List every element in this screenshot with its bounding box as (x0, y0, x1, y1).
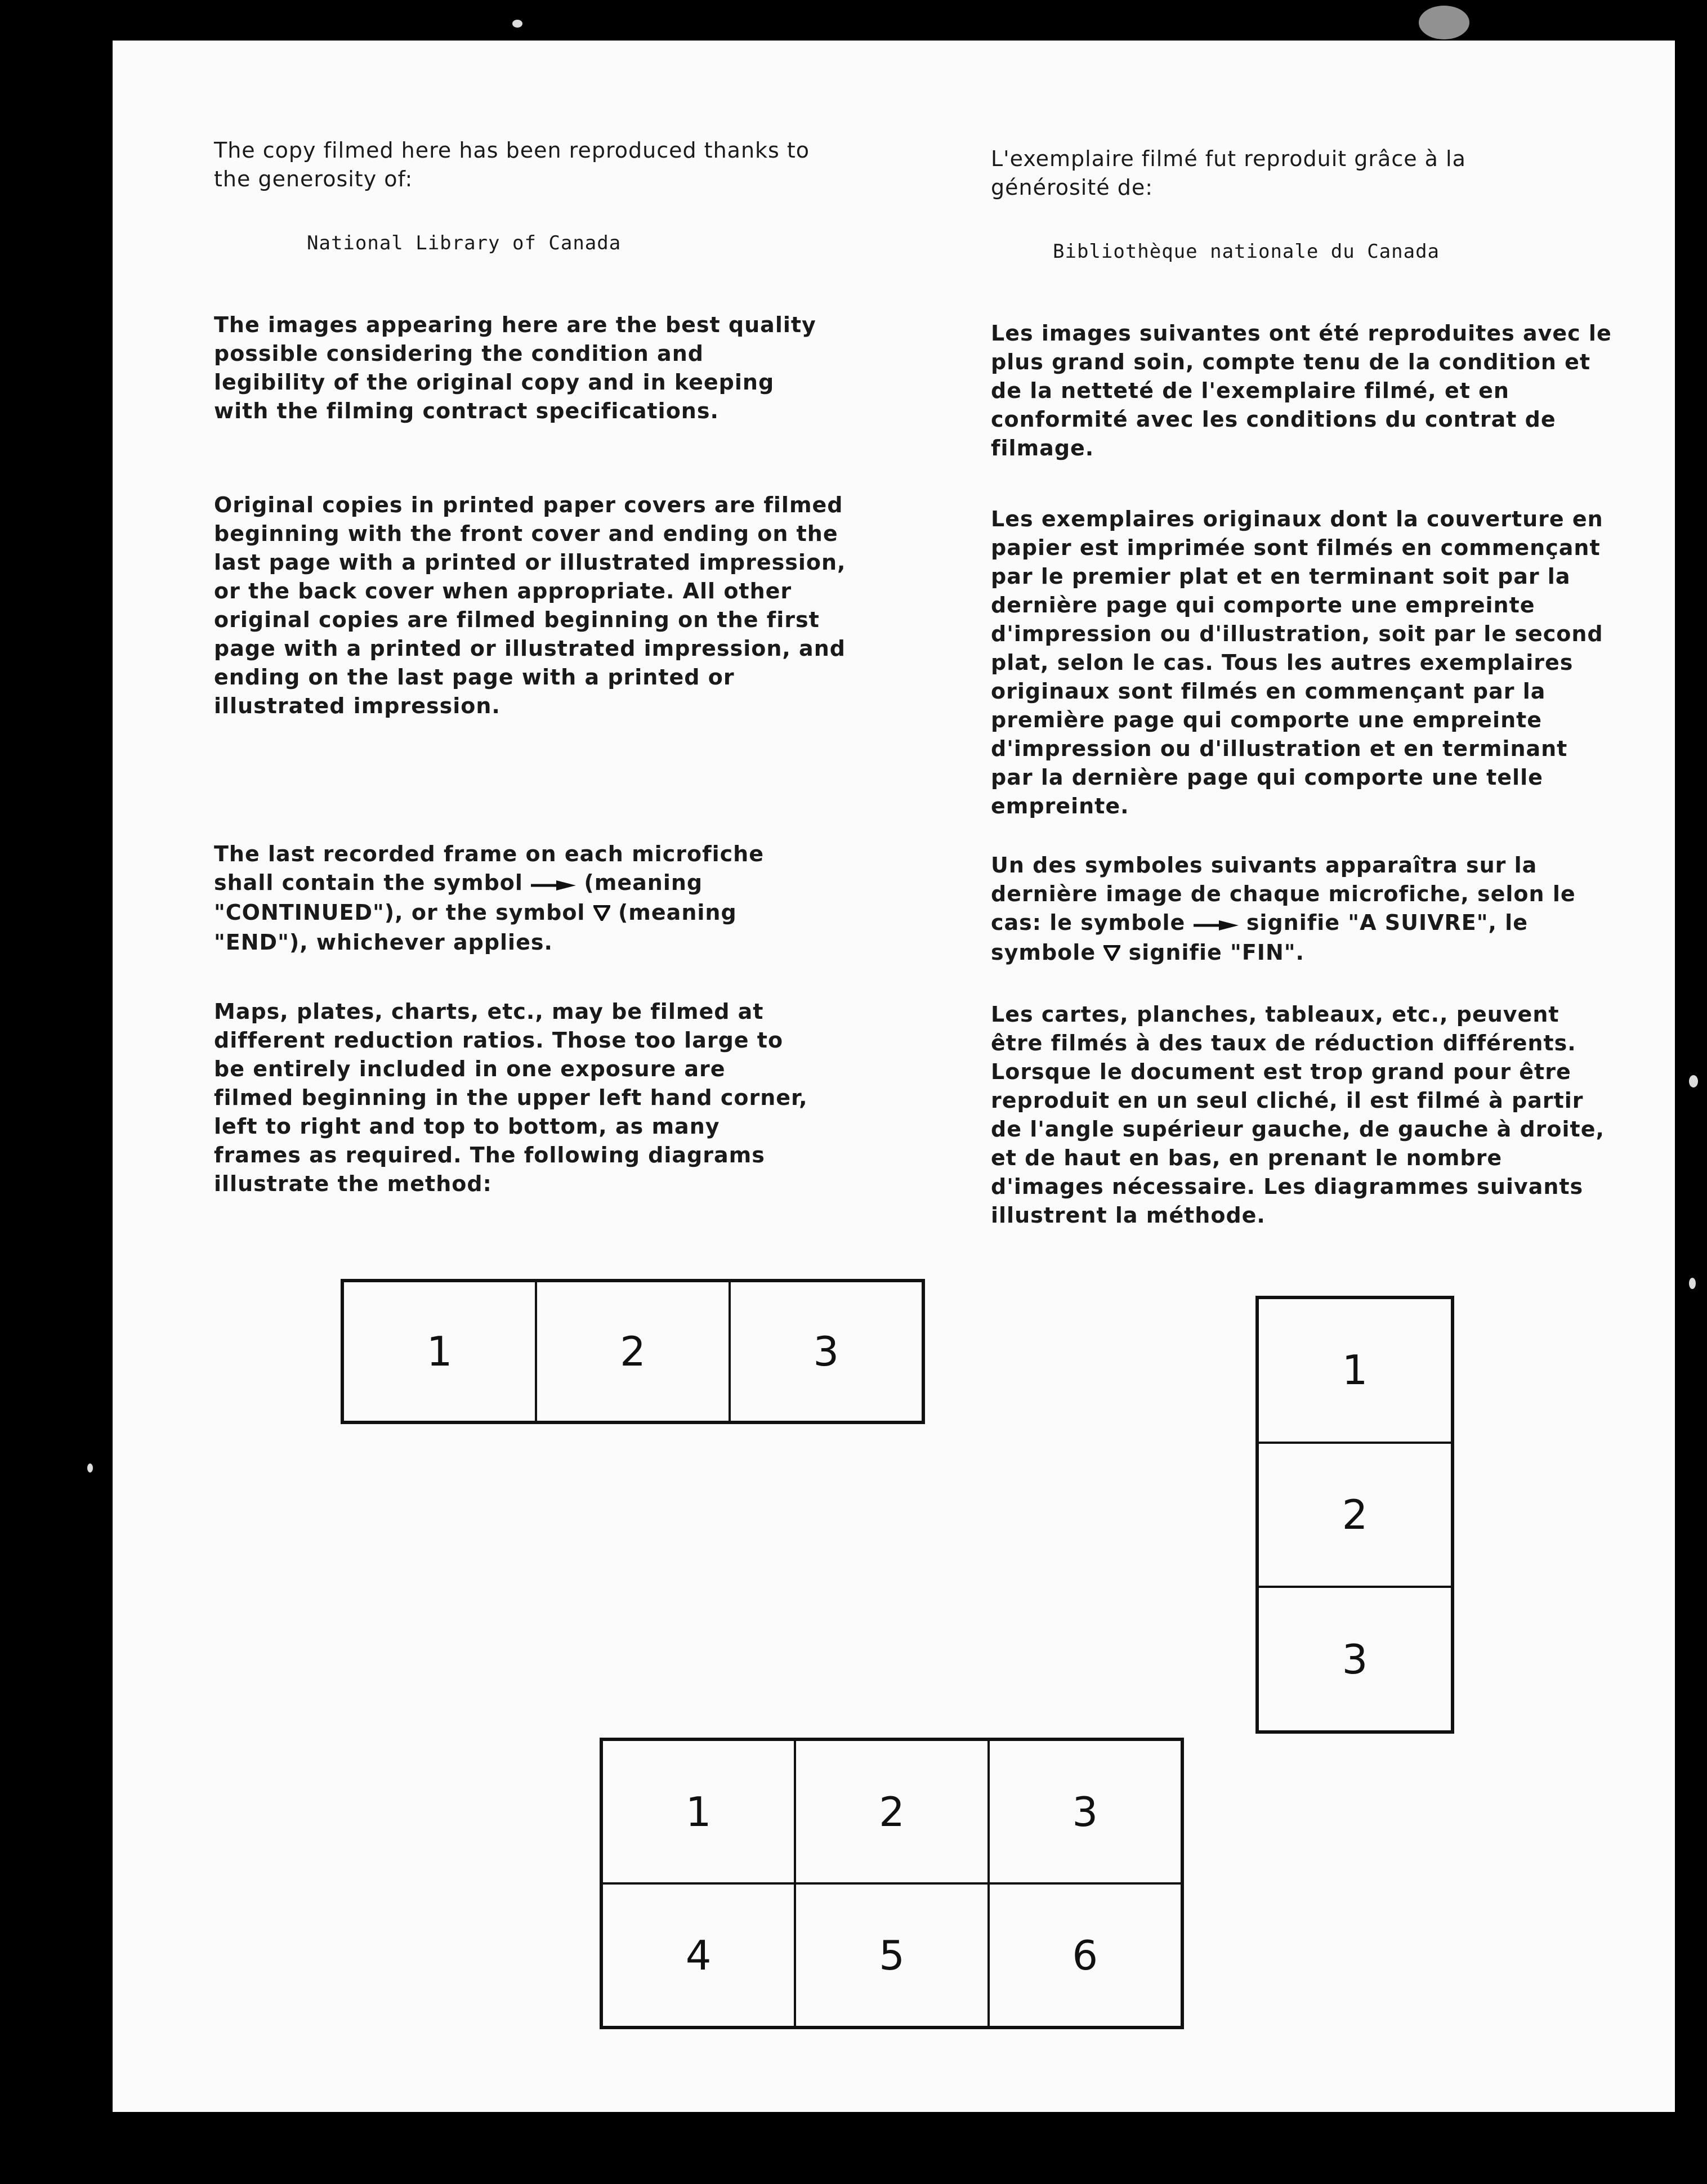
frame-cell: 1 (602, 1740, 795, 1883)
en-originals-paragraph: Original copies in printed paper covers are filmed beginning with the front cover and ending on the last page with a printed or illustrated impression, or the back cover when appropriate. All other original copies are filmed beginning on the first page with a printed or illustrated impression, and ending on the last page with a printed or illustrated impression. (214, 493, 846, 718)
en-maps-paragraph: Maps, plates, charts, etc., may be filmed at different reduction ratios. Those too large to be entirely included in one exposure are filmed beginning in the upper left hand corner, left to right and top to bottom, as many frames as required. The following diagrams illustrate the method: (214, 999, 808, 1196)
en-thanks: The copy filmed here has been reproduced thanks to the generosity of: (214, 138, 810, 191)
frame-cell: 2 (1258, 1443, 1452, 1587)
en-library-name: National Library of Canada (307, 232, 622, 254)
frame-cell: 1 (1258, 1298, 1452, 1443)
fr-symbols-text-a: Un des symboles suivants apparaîtra sur la dernière image de chaque microfiche, selon le cas: le symbole (991, 853, 1576, 935)
diagram-row-of-three (341, 1279, 925, 1424)
en-symbols-text-a: The last recorded frame on each microfiche shall contain the symbol (214, 842, 764, 895)
scan-speck (1419, 6, 1469, 39)
frame-cell: 5 (795, 1883, 988, 2027)
en-symbols-paragraph (214, 840, 799, 957)
arrow-right-icon (531, 870, 576, 898)
fr-symbols-text-b: signifie "A SUIVRE", le symbole (991, 910, 1528, 965)
frame-cell: 3 (989, 1740, 1182, 1883)
frame-cell: 2 (795, 1740, 988, 1883)
fr-symbols-paragraph (991, 851, 1599, 968)
frame-cell: 3 (730, 1281, 923, 1422)
frame-cell: 1 (343, 1281, 536, 1422)
fr-quality-paragraph: Les images suivantes ont été reproduites avec le plus grand soin, compte tenu de la condition et de la netteté de l'exemplaire filmé, et en conformité avec les conditions du contrat de filmage. (991, 321, 1612, 460)
frame-cell: 3 (1258, 1587, 1452, 1731)
scan-speck (1689, 1075, 1698, 1087)
frame-cell: 2 (536, 1281, 729, 1422)
scan-speck (1689, 1278, 1696, 1289)
arrow-right-icon (1194, 910, 1239, 938)
fr-library-name: Bibliothèque nationale du Canada (1053, 240, 1440, 263)
en-quality-paragraph: The images appearing here are the best quality possible considering the condition and legibility of the original copy and in keeping with the filming contract specifications. (214, 312, 816, 423)
document-page (113, 41, 1675, 2112)
en-symbols-text-c: (meaning "END"), whichever applies. (214, 900, 737, 955)
fr-maps-paragraph: Les cartes, planches, tableaux, etc., peuvent être filmés à des taux de réduction différents. Lorsque le document est trop grand pour être reproduit en un seul cliché, il est filmé à partir de l'angle supérieur gauche, de gauche à droite, et de haut en bas, en prenant le nombre d'images nécessaire. Les diagrammes suivants illustrent la méthode. (991, 1002, 1605, 1228)
fr-symbols-text-c: signifie "FIN". (1128, 940, 1304, 965)
diagram-two-by-three (600, 1738, 1184, 2029)
triangle-down-icon (593, 899, 610, 928)
fr-originals-paragraph: Les exemplaires originaux dont la couverture en papier est imprimée sont filmés en commençant par le premier plat et en terminant soit par la dernière page qui comporte une empreinte d'impression ou d'illustration, soit par le second plat, selon le cas. Tous les autres exemplaires originaux sont filmés en commençant par la première page qui comporte une empreinte d'impression ou d'illustration et en terminant par la dernière page qui comporte une telle empreinte. (991, 507, 1603, 818)
frame-cell: 6 (989, 1883, 1182, 2027)
diagram-column-of-three (1255, 1296, 1454, 1734)
en-symbols-text-b: (meaning "CONTINUED"), or the symbol (214, 870, 703, 925)
scan-speck (512, 20, 522, 28)
scan-speck (87, 1464, 93, 1473)
triangle-down-icon (1103, 939, 1120, 968)
fr-thanks: L'exemplaire filmé fut reproduit grâce à la générosité de: (991, 146, 1466, 200)
frame-cell: 4 (602, 1883, 795, 2027)
